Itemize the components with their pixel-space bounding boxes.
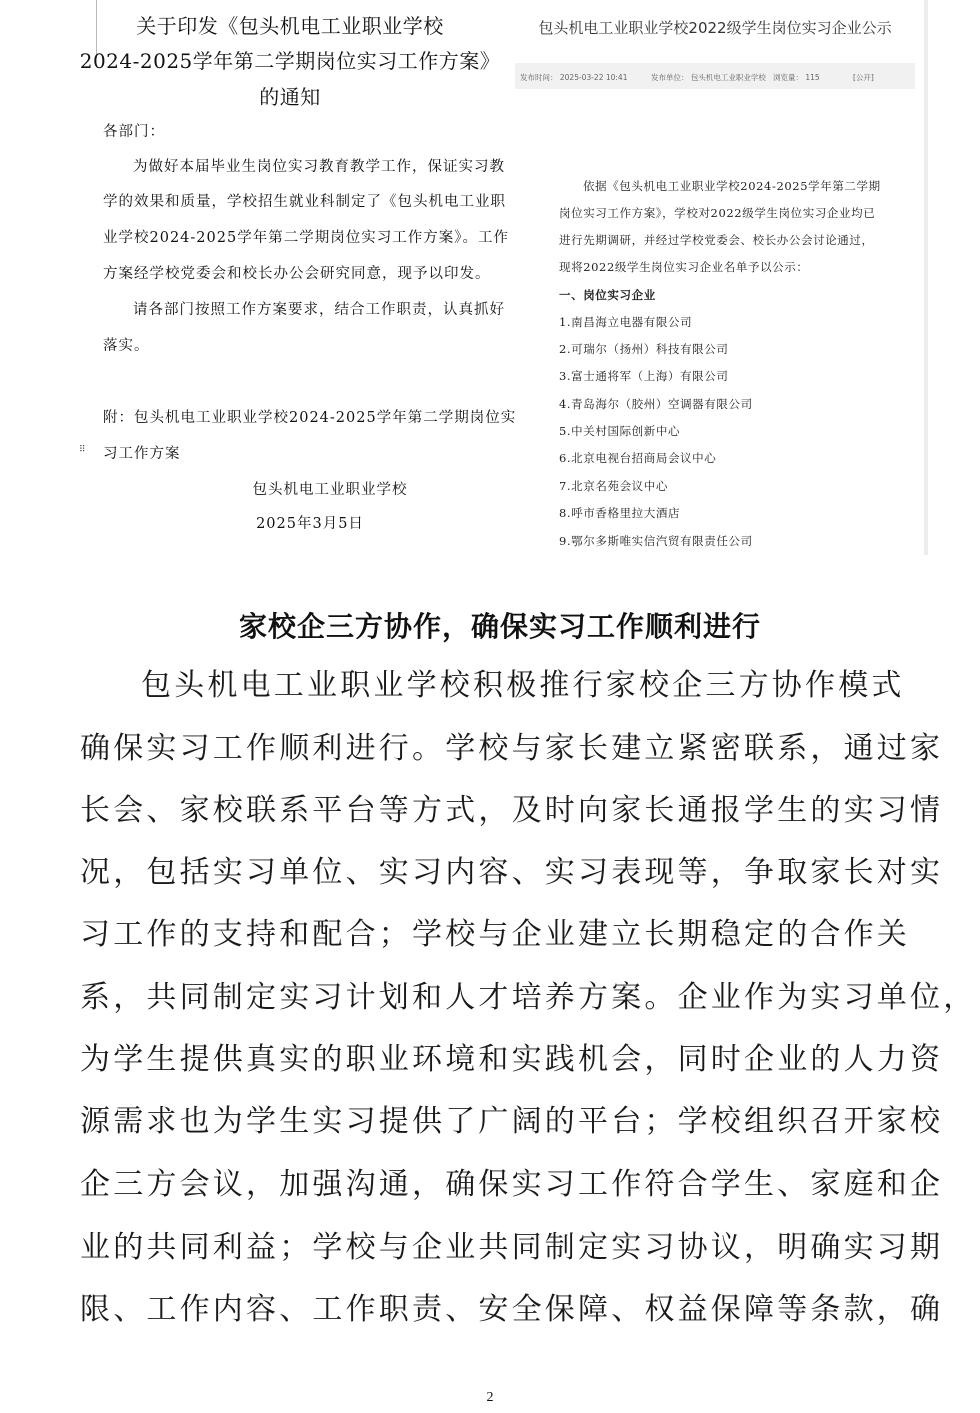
company-list-item: 3.富士通将军（上海）有限公司 <box>559 369 729 383</box>
scan-artifact-dots: ⠿ <box>79 445 86 455</box>
company-list-item: 7.北京名苑会议中心 <box>559 479 668 493</box>
article-line: 源需求也为学生实习提供了广阔的平台；学校组织召开家校 <box>80 1104 944 1139</box>
notice-body-line: 方案经学校党委会和校长办公会研究同意，现予以印发。 <box>103 266 491 282</box>
announcement-intro-line: 岗位实习工作方案》，学校对2022级学生岗位实习企业均已 <box>559 206 876 220</box>
notice-title-line-2: 2024-2025学年第二学期岗位实习工作方案》 <box>79 49 501 73</box>
notice-attachment-line: 习工作方案 <box>103 446 181 462</box>
article-line: 系，共同制定实习计划和人才培养方案。企业作为实习单位， <box>80 980 977 1015</box>
view-count: 浏览量： 115 <box>773 73 820 82</box>
announcement-meta-bar <box>515 63 915 89</box>
announcement-title: 包头机电工业职业学校2022级学生岗位实习企业公示 <box>538 19 892 37</box>
publish-time: 发布时间： 2025-03-22 10:41 <box>520 73 628 82</box>
article-line: 包头机电工业职业学校积极推行家校企三方协作模式 <box>141 668 905 703</box>
public-tag: [公开] <box>853 73 874 82</box>
notice-body-line: 为做好本届毕业生岗位实习教育教学工作，保证实习教 <box>133 159 505 175</box>
article-line: 习工作的支持和配合；学校与企业建立长期稳定的合作关 <box>80 917 910 952</box>
notice-attachment-line: 附：包头机电工业职业学校2024-2025学年第二学期岗位实 <box>103 410 517 426</box>
company-list-item: 2.可瑞尔（扬州）科技有限公司 <box>559 342 729 356</box>
company-list-item: 4.青岛海尔（胶州）空调器有限公司 <box>559 397 753 411</box>
article-line: 限、工作内容、工作职责、安全保障、权益保障等条款，确 <box>80 1292 944 1327</box>
company-list-item: 5.中关村国际创新中心 <box>559 424 681 438</box>
announcement-intro-line: 进行先期调研，并经过学校党委会、校长办公会讨论通过， <box>559 233 874 247</box>
section-heading: 一、岗位实习企业 <box>559 288 656 302</box>
article-line: 业的共同利益；学校与企业共同制定实习协议，明确实习期 <box>80 1230 944 1265</box>
article-line: 况，包括实习单位、实习内容、实习表现等，争取家长对实 <box>80 855 944 890</box>
notice-body-line: 学的效果和质量，学校招生就业科制定了《包头机电工业职 <box>103 194 506 210</box>
page-number: 2 <box>486 1390 494 1405</box>
announcement-intro-line: 现将2022级学生岗位实习企业名单予以公示： <box>559 260 809 274</box>
notice-signature: 包头机电工业职业学校 <box>252 482 408 498</box>
notice-document <box>70 0 517 545</box>
notice-salutation: 各部门： <box>103 124 165 140</box>
company-list-item: 8.呼市香格里拉大酒店 <box>559 506 681 520</box>
announcement-screenshot <box>515 0 930 560</box>
notice-title-line-1: 关于印发《包头机电工业职业学校 <box>136 14 444 38</box>
article-line: 企三方会议，加强沟通，确保实习工作符合学生、家庭和企 <box>80 1167 944 1202</box>
company-list-item: 1.南昌海立电器有限公司 <box>559 315 693 329</box>
article-line: 为学生提供真实的职业环境和实践机会，同时企业的人力资 <box>80 1042 944 1077</box>
notice-date: 2025年3月5日 <box>256 516 364 532</box>
notice-title-line-3: 的通知 <box>259 85 321 109</box>
notice-body-line: 落实。 <box>103 338 150 354</box>
article-line: 确保实习工作顺利进行。学校与家长建立紧密联系，通过家 <box>80 731 944 766</box>
company-list-item: 9.鄂尔多斯唯实信汽贸有限责任公司 <box>559 534 753 548</box>
company-list-item: 6.北京电视台招商局会议中心 <box>559 451 717 465</box>
announcement-intro-line: 依据《包头机电工业职业学校2024-2025学年第二学期 <box>583 179 881 193</box>
notice-body-line: 业学校2024-2025学年第二学期岗位实习工作方案》。工作 <box>103 230 509 246</box>
screenshot-edge-strip <box>924 0 928 555</box>
notice-body-line: 请各部门按照工作方案要求，结合工作职责，认真抓好 <box>133 302 505 318</box>
article-title: 家校企三方协作，确保实习工作顺利进行 <box>238 610 761 643</box>
article-line: 长会、家校联系平台等方式，及时向家长通报学生的实习情 <box>80 793 944 828</box>
publisher: 发布单位： 包头机电工业职业学校 <box>651 73 766 82</box>
